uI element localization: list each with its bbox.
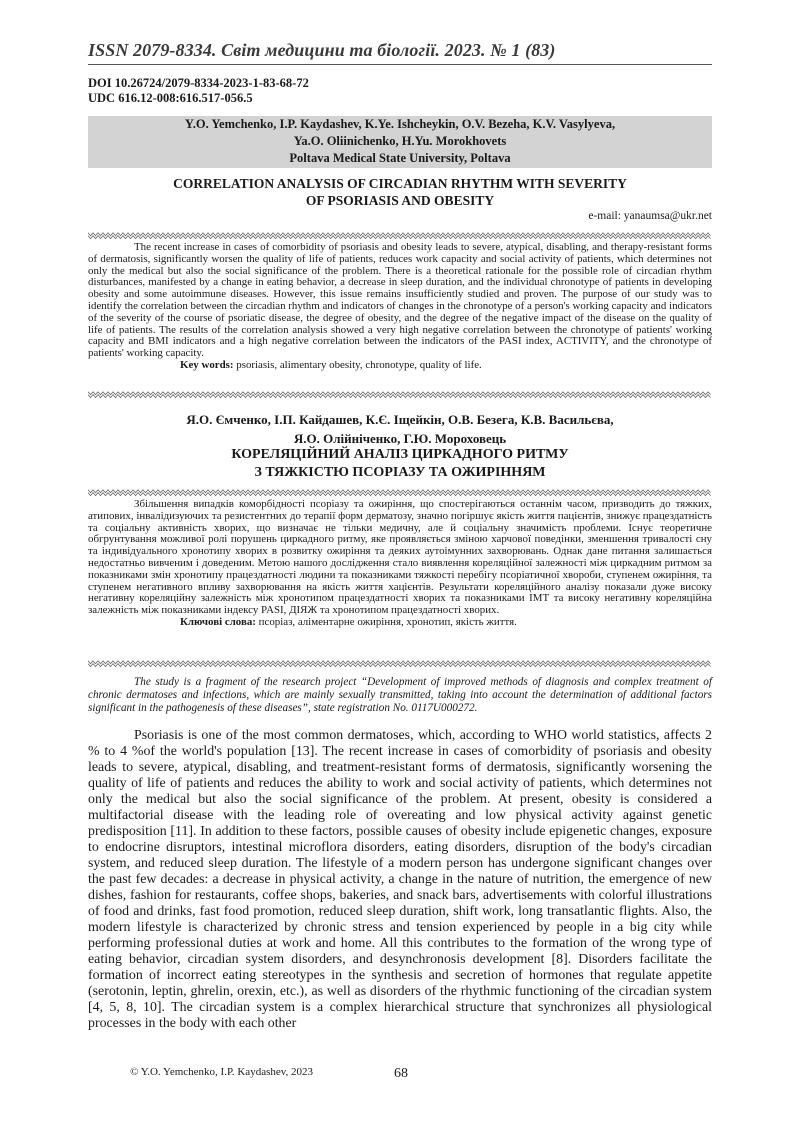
copyright: © Y.O. Yemchenko, I.P. Kaydashev, 2023 (130, 1066, 314, 1078)
article-meta (88, 76, 309, 106)
title-ua-line2: З ТЯЖКІСТЮ ПСОРІАЗУ ТА ОЖИРІННЯМ (254, 465, 546, 480)
keywords-en (88, 360, 712, 372)
affiliation: Poltava Medical State University, Poltava (289, 151, 511, 165)
title-en-line1: CORRELATION ANALYSIS OF CIRCADIAN RHYTHM WITH SEVERITY (173, 176, 627, 191)
zigzag-divider (88, 391, 712, 399)
abstract-ua-text: Збільшення випадків коморбідності псоріазу та ожиріння, що спостерігаються останнім часом, призводить до тяжких, атипових, інвалідизуючих та резистентних до терапії форм дерматозу, значно погіршує якість життя пацієнтів, знижує працездатність та соціальну активність хворих, що визначає не тільки медичну, але й соціальну значимість проблеми. Існує теоретичне обгрунтування можливої ролі порушень циркадного ритму, яке проявляється зміною харчової поведінки, зменшення тривалості сну та індивідуального хронотипу хворих в розвитку ожиріння та деяких аутоімунних захворювань. Однак дане питання залишається недостатньо вивченим і доведеним. Метою нашого дослідження стало виявлення кореляційної залежності між циркадним ритмом за показниками змін хронотипу працездатності людини та показниками тяжкості перебігу псоріатичної хвороби, ступенем ожиріння, та ступенем негативного впливу захворювання на якість життя хацієнтів. Результати кореляційного аналізу показали дуже високу негативну кореляційну залежність між хронотипом працездатності хворих та показниками ІМТ та високу негативну кореляційна залежність між показниками індексу PASI, ДІЯЖ та хронотипом працездатності хворих. (88, 498, 712, 617)
title-en (88, 175, 712, 209)
title-en-line2: OF PSORIASIS AND OBESITY (305, 193, 495, 208)
page-number: 68 (394, 1066, 408, 1081)
abstract-en (88, 242, 712, 372)
author-box (88, 116, 712, 168)
journal-header: ISSN 2079-8334. Світ медицини та біології. 2023. № 1 (83) (88, 40, 556, 60)
authors-en-line2: Ya.O. Oliinichenko, H.Yu. Morokhovets (293, 134, 507, 148)
authors-en-line1: Y.O. Yemchenko, I.P. Kaydashev, K.Ye. Ishcheykin, O.V. Bezeha, K.V. Vasylyeva, (184, 117, 616, 131)
zigzag-divider (88, 660, 712, 668)
title-ua (88, 446, 712, 482)
title-ua-line1: КОРЕЛЯЦІЙНИЙ АНАЛІЗ ЦИРКАДНОГО РИТМУ (231, 447, 569, 462)
keywords-ua-value: псоріаз, аліментарне ожиріння, хронотип, якість життя. (255, 615, 517, 628)
authors-ua-line2: Я.О. Олійніченко, Г.Ю. Мороховець (293, 431, 507, 446)
udc: UDC 616.12-008:616.517-056.5 (88, 91, 253, 105)
keywords-ua (88, 617, 712, 629)
abstract-en-text: The recent increase in cases of comorbidity of psoriasis and obesity leads to severe, atypical, disabling, and therapy-resistant forms of dermatosis, significantly worsen the quality of life of patients, reduces work capacity and social activity of patients, which determines not only the medical but also the social significance of the problem. There is a theoretical rationale for the possible role of circadian rhythm disturbances, manifested by a change in eating behavior, a decrease in sleep duration, and the individual chronotype of patients in developing obesity and some autoimmune diseases. However, this issue remains insufficiently studied and proven. The purpose of our study was to identify the correlation between the circadian rhythm and indicators of changes in the chronotype of a person's working capacity and indicators of the severity of the course of psoriatic disease, the degree of obesity, and the degree of the negative impact of the disease on the quality of life of patients. The results of the correlation analysis showed a very high negative correlation between the chronotype of patients' working capacity and BMI indicators and a high negative correlation between the indicators of the PASI index, ACTIVITY, and the chronotype of patients' working capacity. (88, 241, 712, 360)
doi: DOI 10.26724/2079-8334-2023-1-83-68-72 (88, 76, 309, 90)
keywords-ua-label: Ключові слова: (180, 615, 256, 628)
funding-note: The study is a fragment of the research project “Development of improved methods of diagnosis and complex treatment of chronic dermatoses and infections, which are mainly sexually transmitted, taking into account the determination of additional factors significant in the pathogenesis of these diseases”, state registration No. 0117U000272. (88, 676, 712, 714)
keywords-en-value: psoriasis, alimentary obesity, chronotype, quality of life. (233, 358, 482, 371)
authors-ua-line1: Я.О. Ємченко, І.П. Кайдашев, К.Є. Іщейкін, О.В. Безега, К.В. Васильєва, (186, 412, 614, 427)
email: e-mail: yanaumsa@ukr.net (588, 210, 712, 222)
authors-ua (88, 410, 712, 448)
header-rule (88, 64, 712, 65)
abstract-ua (88, 499, 712, 629)
zigzag-divider (88, 232, 712, 240)
body-paragraph: Psoriasis is one of the most common dermatoses, which, according to WHO world statistics, affects 2 % to 4 %of the world's population [13]. The recent increase in cases of comorbidity of psoriasis and obesity leads to severe, atypical, disabling, and treatment-resistant forms of dermatosis, significantly worsening the quality of life of patients and reduces the ability to work and social activity of patients, which determines not only the medical but also the social significance of the problem. At present, obesity is considered a multifactorial disease with the leading role of overeating and low physical activity against genetic predisposition [11]. In addition to these factors, possible causes of obesity include epigenetic changes, exposure to endocrine disruptors, intestinal microflora disorders, eating disorders, disruption of the body's circadian system, and reduced sleep duration. The lifestyle of a modern person has undergone significant changes over the past few decades: a decrease in physical activity, a change in the nature of nutrition, the emergence of new dishes, fashion for restaurants, coffee shops, bakeries, and snack bars, advertisements with colorful illustrations of food and drinks, fast food promotion, reduced sleep duration, shift work, long transatlantic flights. Also, the modern lifestyle is characterized by chronic stress and tension experienced by people in a big city while performing professional duties at work and home. All this contributes to the formation of the wrong type of eating behavior, circadian system disorders, and desynchronosis development [8]. Disorders facilitate the formation of incorrect eating stereotypes in the synthesis and secretion of hormones that regulate appetite (serotonin, leptin, ghrelin, orexin, etc.), as well as disorders of the rhythmic functioning of the circadian system [4, 5, 8, 10]. The circadian system is a complex hierarchical structure that synchronizes all physiological processes in the body with each other (88, 728, 712, 1031)
zigzag-divider (88, 489, 712, 497)
keywords-en-label: Key words: (180, 358, 234, 371)
